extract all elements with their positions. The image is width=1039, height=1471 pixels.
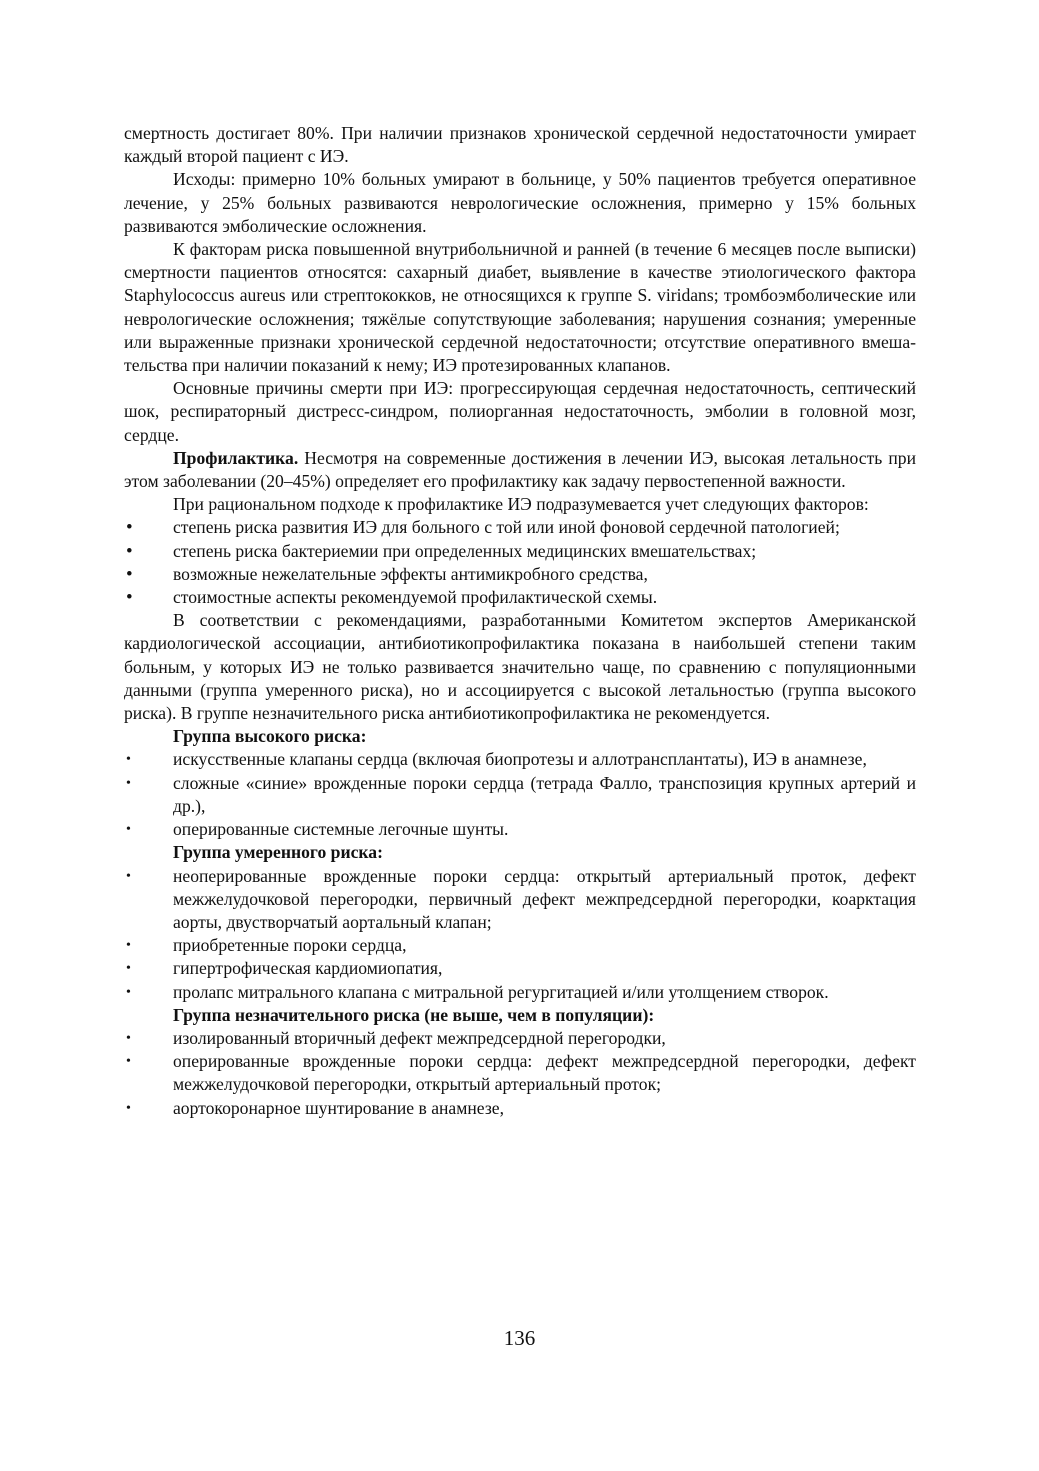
bullet-icon: • — [126, 984, 131, 1000]
moderate-risk-list — [124, 865, 916, 1004]
low-risk-heading: Группа незначительного риска (не выше, чем в популяции): — [173, 1004, 655, 1025]
list-item: • возможные нежелательные эффекты антимикробного средства, — [126, 563, 648, 585]
list-item: • сложные «синие» врожденные пороки сердца (тетрада Фалло, транспозиция крупных артерий и др.), — [126, 772, 916, 816]
prophylaxis-heading: Профилактика. — [173, 447, 299, 468]
list-item: • оперированные системные легочные шунты. — [124, 818, 916, 841]
bullet-icon: • — [126, 961, 131, 977]
bullet-icon: • — [126, 938, 131, 954]
list-item: • приобретенные пороки сердца, — [124, 934, 916, 957]
bullet-icon: • — [126, 563, 133, 585]
list-item: • аортокоронарное шунтирование в анамнезе, — [124, 1097, 916, 1120]
page-body — [124, 122, 916, 1120]
paragraph-recommendations: В соответствии с рекомендациями, разработанными Комитетом экспертов Американской кардиологической ассоциации, антибиотикопрофилактика показана в наибольшей степени таким больным, у которых ИЭ не только развивается значительно чаще, по сравнению с популяционными данными (группа умеренного риска), но и ассоциируется с высокой летальностью (группа высокого риска). В группе незначительного риска антибиотикопрофилактика не рекомендуется. — [124, 610, 916, 724]
paragraph-prophylaxis — [124, 447, 916, 493]
list-item: • стоимостные аспекты рекомендуемой профилактической схемы. — [126, 587, 658, 609]
list-item: • неоперированные врожденные пороки сердца: открытый артериальный проток, дефект межжелудочковой перегородки, первичный дефект межпредсердной перегородки, коарктация аорты, двустворчатый аортальный клапан; — [126, 865, 916, 932]
list-item: • искусственные клапаны сердца (включая биопротезы и аллотрансплантаты), ИЭ в анамнезе, — [124, 748, 916, 771]
paragraph-risk-factors: К факторам риска повышенной внутрибольничной и ранней (в течение 6 месяцев после выписки) смертности пациентов относятся: сахарный диабет, выявление в качестве этиологического фактора Staphylococcus aureus или стрептококков, не относящихся к группе S. viridans; тромбоэмболические или неврологические осложнения; тяжёлые сопутствующие заболевания; нарушения сознания; умеренные или выраженные признаки хронической сердечной недостаточности; отсутствие оперативного вмешательства при наличии показаний к нему; ИЭ протезированных клапанов. — [124, 239, 916, 376]
list-item: • оперированные врожденные пороки сердца: дефект межпредсердной перегородки, дефект межжелудочковой перегородки, открытый артериальный проток; — [126, 1051, 916, 1095]
bullet-icon: • — [126, 517, 133, 539]
paragraph-rational-approach: При рациональном подходе к профилактике ИЭ подразумевается учет следующих факторов: — [173, 494, 869, 515]
low-risk-list — [124, 1027, 916, 1120]
list-item: • изолированный вторичный дефект межпредсердной перегородки, — [124, 1027, 916, 1050]
bullet-icon: • — [126, 1054, 131, 1070]
page-number: 136 — [503, 1326, 536, 1350]
bullet-icon: • — [126, 822, 131, 838]
high-risk-list — [124, 748, 916, 841]
list-item: • гипертрофическая кардиомиопатия, — [124, 957, 916, 980]
paragraph-outcomes: Исходы: примерно 10% больных умирают в больнице, у 50% пациентов требуется оперативное лечение, у 25% больных развиваются неврологические осложнения, примерно у 15% больных развиваются эмболические осложнения. — [124, 169, 916, 236]
bullet-icon: • — [126, 540, 133, 562]
paragraph-mortality: смертность достигает 80%. При наличии признаков хронической сердечной недостаточности умирает каждый второй пациент с ИЭ. — [124, 123, 916, 167]
paragraph-causes-of-death: Основные причины смерти при ИЭ: прогрессирующая сердечная недостаточность, септический шок, респираторный дистресс-синдром, полиорганная недостаточность, эмболии в головной мозг, сердце. — [124, 378, 916, 445]
list-item: • степень риска бактериемии при определенных медицинских вмешательствах; — [126, 540, 757, 562]
moderate-risk-heading: Группа умеренного риска: — [173, 842, 383, 863]
list-item: • степень риска развития ИЭ для больного с той или иной фоновой сердечной патологией; — [126, 517, 840, 539]
bullet-icon: • — [126, 1100, 131, 1116]
bullet-icon: • — [126, 1030, 131, 1046]
prophylaxis-text: Несмотря на современные достижения в лечении ИЭ, высокая летальность при этом заболевании (20–45%) определяет его профилактику как задачу первостепенной важности. — [124, 447, 916, 492]
bullet-icon: • — [126, 775, 131, 791]
high-risk-heading: Группа высокого риска: — [173, 726, 367, 747]
bullet-icon: • — [126, 752, 131, 768]
bullet-icon: • — [126, 587, 133, 609]
bullet-icon: • — [126, 868, 131, 884]
factors-list — [124, 516, 916, 609]
list-item: • пролапс митрального клапана с митральной регургитацией и/или утолщением створок. — [124, 981, 916, 1004]
